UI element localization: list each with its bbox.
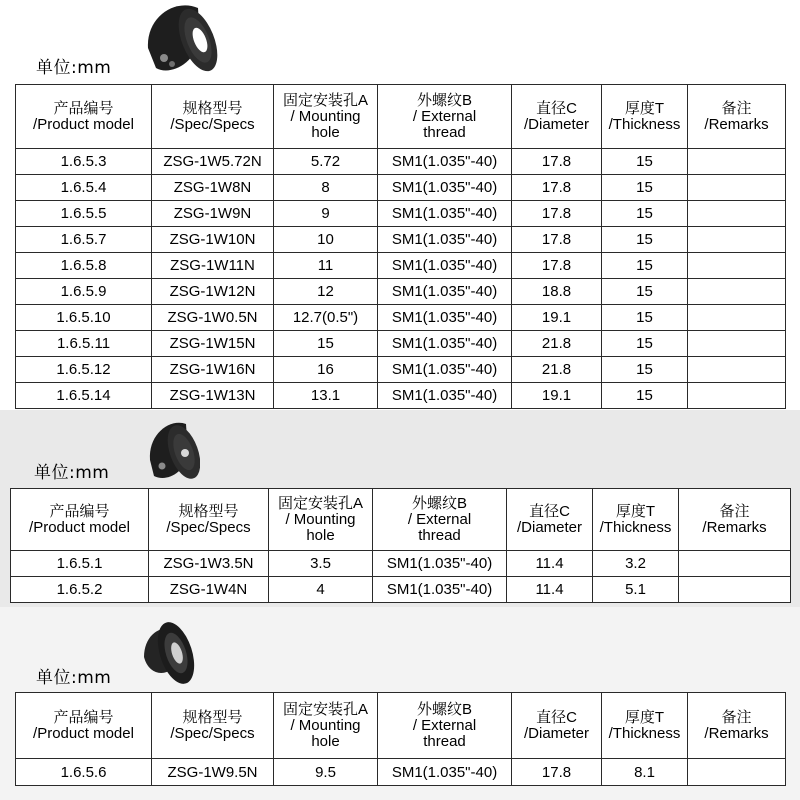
cell-remarks [688,201,786,227]
cell-thickness: 15 [602,201,688,227]
cell-product-model: 1.6.5.9 [16,279,152,305]
cell-product-model: 1.6.5.5 [16,201,152,227]
cell-mounting-hole: 12 [274,279,378,305]
header-product-model: 产品编号 /Product model [16,693,152,759]
header-external-thread: 外螺纹B / External thread [378,693,512,759]
spec-table-1 [15,84,786,409]
cell-product-model: 1.6.5.4 [16,175,152,201]
header-remarks: 备注 /Remarks [688,693,786,759]
header-remarks: 备注 /Remarks [688,85,786,149]
cell-diameter: 19.1 [512,305,602,331]
header-diameter: 直径C /Diameter [512,85,602,149]
header-spec: 规格型号 /Spec/Specs [149,489,269,551]
cell-diameter: 17.8 [512,175,602,201]
cell-diameter: 17.8 [512,759,602,786]
header-remarks: 备注 /Remarks [679,489,791,551]
table-row [16,357,786,383]
cell-remarks [679,551,791,577]
header-diameter: 直径C /Diameter [507,489,593,551]
cell-product-model: 1.6.5.1 [11,551,149,577]
cell-product-model: 1.6.5.3 [16,149,152,175]
header-external-thread: 外螺纹B / External thread [373,489,507,551]
table-row [16,149,786,175]
cell-remarks [688,175,786,201]
cell-spec-model: ZSG-1W0.5N [152,305,274,331]
product-panel-3 [0,607,800,800]
header-diameter: 直径C /Diameter [512,693,602,759]
unit-label: 单位:mm [34,463,110,483]
cell-remarks [688,383,786,409]
cell-diameter: 17.8 [512,149,602,175]
table-row [16,759,786,786]
cell-product-model: 1.6.5.11 [16,331,152,357]
cell-product-model: 1.6.5.6 [16,759,152,786]
cell-external-thread: SM1(1.035"-40) [378,357,512,383]
header-product-model: 产品编号 /Product model [11,489,149,551]
cell-mounting-hole: 5.72 [274,149,378,175]
cell-spec-model: ZSG-1W9N [152,201,274,227]
cell-diameter: 11.4 [507,577,593,603]
cell-remarks [679,577,791,603]
cell-spec-model: ZSG-1W13N [152,383,274,409]
cell-remarks [688,253,786,279]
cell-spec-model: ZSG-1W3.5N [149,551,269,577]
cell-thickness: 3.2 [593,551,679,577]
cell-remarks [688,305,786,331]
table-row [16,305,786,331]
unit-label: 单位:mm [36,58,112,78]
cell-external-thread: SM1(1.035"-40) [378,201,512,227]
table-row [16,253,786,279]
cell-product-model: 1.6.5.7 [16,227,152,253]
cell-spec-model: ZSG-1W5.72N [152,149,274,175]
cell-diameter: 18.8 [512,279,602,305]
cell-external-thread: SM1(1.035"-40) [378,175,512,201]
table-row [16,201,786,227]
cell-thickness: 15 [602,227,688,253]
cell-mounting-hole: 11 [274,253,378,279]
cell-external-thread: SM1(1.035"-40) [378,383,512,409]
cell-mounting-hole: 15 [274,331,378,357]
header-spec: 规格型号 /Spec/Specs [152,693,274,759]
cell-spec-model: ZSG-1W12N [152,279,274,305]
cell-diameter: 11.4 [507,551,593,577]
cell-external-thread: SM1(1.035"-40) [378,227,512,253]
cell-spec-model: ZSG-1W8N [152,175,274,201]
table-row [16,331,786,357]
cell-thickness: 15 [602,175,688,201]
threaded-mount-part-image [138,617,198,689]
cell-diameter: 19.1 [512,383,602,409]
cell-external-thread: SM1(1.035"-40) [373,577,507,603]
cell-mounting-hole: 10 [274,227,378,253]
header-external-thread: 外螺纹B / External thread [378,85,512,149]
table-row [11,577,791,603]
table-header-row [11,489,791,551]
header-thickness: 厚度T /Thickness [602,693,688,759]
cell-thickness: 8.1 [602,759,688,786]
threaded-mount-part-image [140,0,220,80]
cell-thickness: 15 [602,149,688,175]
table-row [16,383,786,409]
cell-diameter: 17.8 [512,227,602,253]
cell-external-thread: SM1(1.035"-40) [373,551,507,577]
cell-product-model: 1.6.5.14 [16,383,152,409]
cell-remarks [688,227,786,253]
cell-diameter: 17.8 [512,253,602,279]
cell-mounting-hole: 8 [274,175,378,201]
table-header-row [16,693,786,759]
cell-mounting-hole: 13.1 [274,383,378,409]
cell-diameter: 17.8 [512,201,602,227]
cell-spec-model: ZSG-1W9.5N [152,759,274,786]
cell-thickness: 15 [602,331,688,357]
cell-mounting-hole: 9 [274,201,378,227]
header-mounting-hole: 固定安装孔A / Mounting hole [269,489,373,551]
cell-thickness: 15 [602,383,688,409]
cell-thickness: 15 [602,279,688,305]
cell-external-thread: SM1(1.035"-40) [378,759,512,786]
cell-diameter: 21.8 [512,331,602,357]
cell-mounting-hole: 9.5 [274,759,378,786]
cell-external-thread: SM1(1.035"-40) [378,305,512,331]
cell-thickness: 15 [602,357,688,383]
header-mounting-hole: 固定安装孔A / Mounting hole [274,85,378,149]
cell-remarks [688,331,786,357]
header-thickness: 厚度T /Thickness [602,85,688,149]
table-header-row [16,85,786,149]
header-thickness: 厚度T /Thickness [593,489,679,551]
cell-remarks [688,149,786,175]
cell-mounting-hole: 12.7(0.5") [274,305,378,331]
cell-remarks [688,759,786,786]
cell-product-model: 1.6.5.8 [16,253,152,279]
cell-spec-model: ZSG-1W11N [152,253,274,279]
table-row [16,175,786,201]
cell-spec-model: ZSG-1W10N [152,227,274,253]
cell-mounting-hole: 4 [269,577,373,603]
table-row [16,227,786,253]
cell-thickness: 5.1 [593,577,679,603]
cell-external-thread: SM1(1.035"-40) [378,331,512,357]
cell-diameter: 21.8 [512,357,602,383]
table-row [16,279,786,305]
header-product-model: 产品编号 /Product model [16,85,152,149]
header-mounting-hole: 固定安装孔A / Mounting hole [274,693,378,759]
cell-spec-model: ZSG-1W16N [152,357,274,383]
cell-external-thread: SM1(1.035"-40) [378,253,512,279]
table-row [11,551,791,577]
cell-mounting-hole: 16 [274,357,378,383]
spec-table-2 [10,488,791,603]
cell-external-thread: SM1(1.035"-40) [378,149,512,175]
cell-product-model: 1.6.5.10 [16,305,152,331]
unit-label: 单位:mm [36,668,112,688]
cell-remarks [688,357,786,383]
cell-spec-model: ZSG-1W15N [152,331,274,357]
cell-product-model: 1.6.5.12 [16,357,152,383]
spec-table-3 [15,692,786,786]
cell-external-thread: SM1(1.035"-40) [378,279,512,305]
cell-remarks [688,279,786,305]
cell-product-model: 1.6.5.2 [11,577,149,603]
cell-thickness: 15 [602,253,688,279]
cell-thickness: 15 [602,305,688,331]
header-spec: 规格型号 /Spec/Specs [152,85,274,149]
cell-spec-model: ZSG-1W4N [149,577,269,603]
cell-mounting-hole: 3.5 [269,551,373,577]
product-panel-2 [0,410,800,607]
threaded-mount-part-image [140,418,200,484]
